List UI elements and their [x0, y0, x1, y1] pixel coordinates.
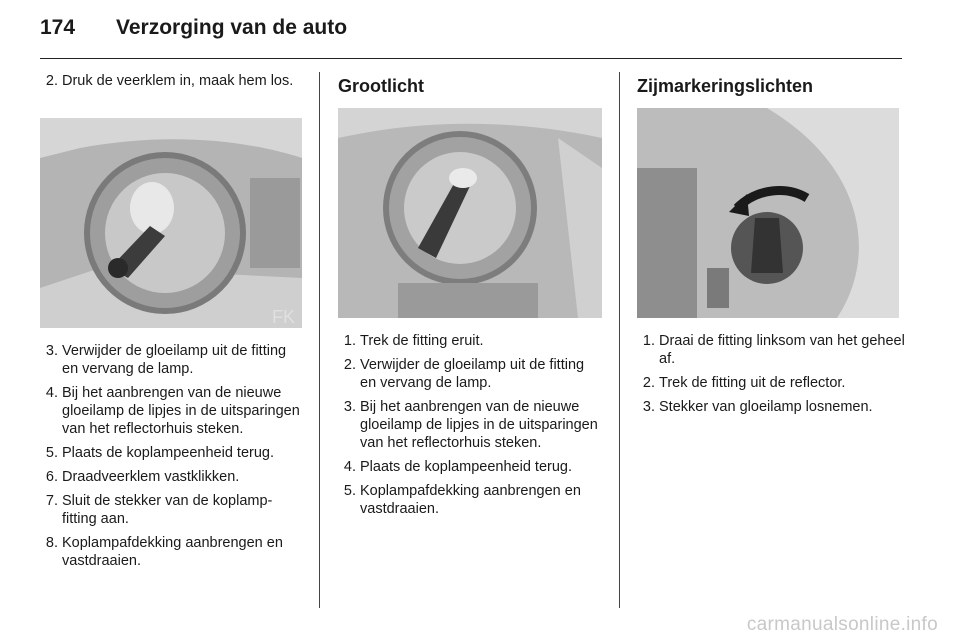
column-1: [40, 72, 302, 96]
page-header: [40, 16, 347, 50]
section-heading-zijmarkeringslichten: Zijmarkeringslichten: [637, 76, 814, 96]
step-item: 3. Stekker van gloeilamp losnemen.: [642, 399, 873, 415]
column-3-lower: [637, 332, 905, 422]
step-item: 5. Koplampafdekking aanbrengen en vastdraaien.: [343, 483, 581, 517]
step-item: 6. Draadveerklem vastklikken.: [45, 469, 240, 485]
column-2: [338, 72, 602, 108]
header-divider: [40, 58, 902, 59]
step-item: 2. Druk de veerklem in, maak hem los.: [45, 73, 294, 89]
steps-list: [40, 342, 302, 570]
step-item: 4. Plaats de koplampeenheid terug.: [343, 459, 573, 475]
step-item: 3. Verwijder de gloeilamp uit de fitting en vervang de lamp.: [45, 343, 287, 377]
watermark: carmanualsonline.info: [746, 614, 938, 635]
column-3: [637, 72, 907, 108]
side-marker-photo: [637, 108, 899, 318]
step-item: 8. Koplampafdekking aanbrengen en vastdraaien.: [45, 535, 283, 569]
step-item: 1. Trek de fitting eruit.: [343, 333, 484, 349]
column-divider-1: [319, 72, 320, 608]
page-title: Verzorging van de auto: [116, 16, 348, 39]
step-item: 3. Bij het aanbrengen van de nieuwe gloeilamp de lipjes in de uitsparingen van het reflectorhuis steken.: [343, 399, 598, 451]
column-2-lower: [338, 332, 604, 524]
column-divider-2: [619, 72, 620, 608]
headlamp-lowbeam-photo: [40, 118, 302, 328]
headlamp-highbeam-photo: [338, 108, 602, 318]
steps-list: [637, 332, 905, 416]
step-item: 7. Sluit de stekker van de koplampfitting aan.: [45, 493, 273, 527]
steps-list-top: [40, 72, 302, 90]
steps-list: [338, 332, 604, 518]
step-item: 1. Draai de fitting linksom van het geheel af.: [642, 333, 905, 367]
step-item: 2. Verwijder de gloeilamp uit de fitting en vervang de lamp.: [343, 357, 585, 391]
page-number: 174: [40, 16, 76, 39]
section-heading-grootlicht: Grootlicht: [338, 76, 424, 96]
step-item: 2. Trek de fitting uit de reflector.: [642, 375, 846, 391]
svg-text:FK: FK: [272, 307, 296, 327]
column-1-lower: [40, 342, 302, 576]
step-item: 5. Plaats de koplampeenheid terug.: [45, 445, 275, 461]
step-item: 4. Bij het aanbrengen van de nieuwe gloeilamp de lipjes in de uitsparingen van het reflectorhuis steken.: [45, 385, 300, 437]
